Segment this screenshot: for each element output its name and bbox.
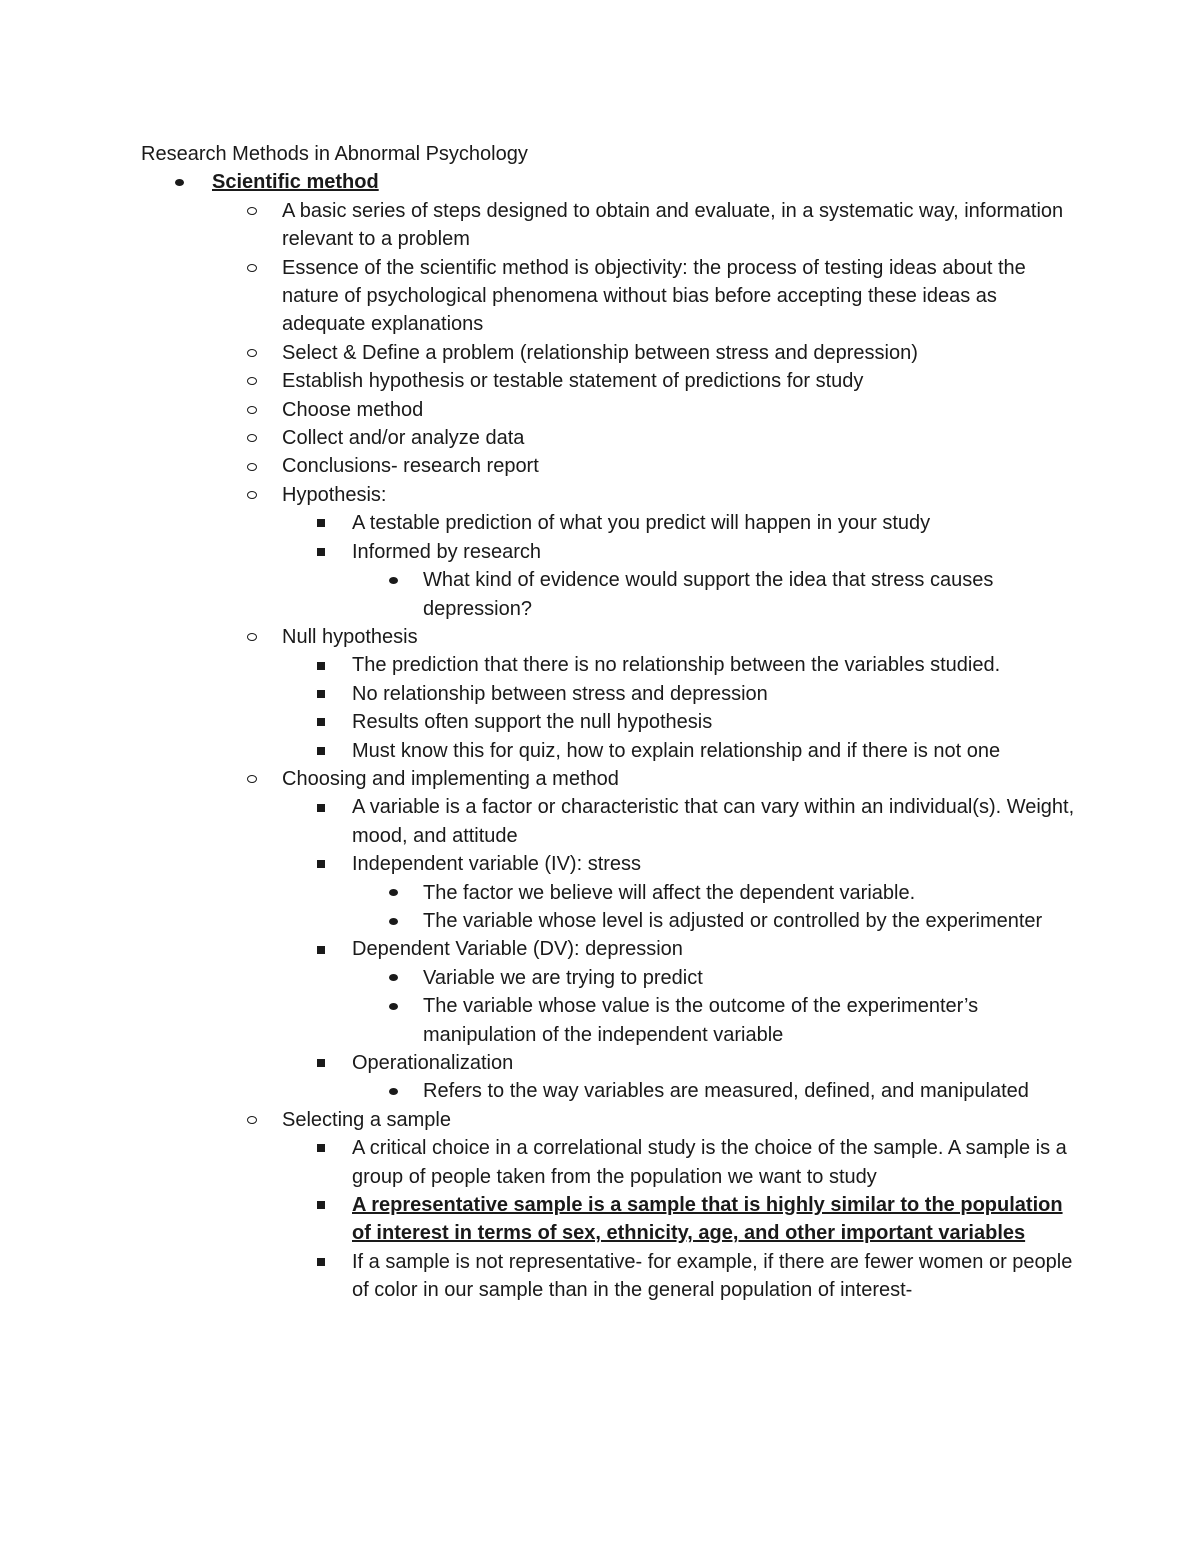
bullet-disc-icon [389,1077,398,1105]
list-item [141,793,1081,850]
bullet-circle-icon [247,339,257,367]
bullet-disc-icon [389,992,398,1020]
bullet-square-icon [317,793,325,821]
list-item [141,1248,1081,1305]
list-item-text: Hypothesis: [282,483,387,506]
list-item [141,481,1081,509]
list-item [141,964,1081,992]
list-item-text: A representative sample is a sample that is highly similar to the population of interest in terms of sex, ethnicity, age, and other important variables [352,1194,1063,1245]
list-item [141,168,1081,196]
bullet-square-icon [317,1049,325,1077]
bullet-circle-icon [247,452,257,480]
bullet-circle-icon [247,367,257,395]
list-item-text: Selecting a sample [282,1108,451,1131]
document-title: Research Methods in Abnormal Psychology [141,143,528,165]
list-item-text: Establish hypothesis or testable statement of predictions for study [282,370,864,393]
list-item [141,1191,1081,1248]
bullet-square-icon [317,708,325,736]
list-item-text: Essence of the scientific method is objectivity: the process of testing ideas about the nature of psychological phenomena without bias before accepting these ideas as adequate explanations [282,256,1026,336]
bullet-square-icon [317,651,325,679]
list-item-text: What kind of evidence would support the idea that stress causes depression? [423,569,994,620]
list-item-text: Choosing and implementing a method [282,767,619,790]
bullet-disc-icon [389,566,398,594]
list-item [141,1106,1081,1134]
list-item [141,680,1081,708]
list-item-text: Select & Define a problem (relationship between stress and depression) [282,341,918,364]
list-item [141,935,1081,963]
list-item [141,509,1081,537]
list-item [141,367,1081,395]
list-item-text: Conclusions- research report [282,455,539,478]
list-item-text: If a sample is not representative- for example, if there are fewer women or people of color in our sample than in the general population of interest- [352,1250,1073,1302]
list-item [141,424,1081,452]
list-item [141,566,1081,623]
list-item [141,452,1081,480]
list-item [141,396,1081,424]
list-item [141,1077,1081,1105]
bullet-square-icon [317,935,325,963]
list-item-text: Variable we are trying to predict [423,966,703,989]
bullet-square-icon [317,850,325,878]
bullet-disc-icon [175,168,184,196]
bullet-circle-icon [247,254,257,282]
list-item-text: Dependent Variable (DV): depression [352,938,683,961]
list-item-text: Choose method [282,398,424,421]
bullet-circle-icon [247,481,257,509]
bullet-circle-icon [247,396,257,424]
bullet-circle-icon [247,424,257,452]
bullet-circle-icon [247,765,257,793]
bullet-disc-icon [389,879,398,907]
list-item [141,254,1081,339]
list-item-text: A testable prediction of what you predict will happen in your study [352,512,931,535]
list-item [141,1134,1081,1191]
list-item [141,737,1081,765]
document-page [141,140,1081,1305]
list-item-text: A critical choice in a correlational study is the choice of the sample. A sample is a group of people taken from the population we want to study [352,1137,1067,1188]
bullet-square-icon [317,737,325,765]
list-item [141,197,1081,254]
list-item-text: The prediction that there is no relationship between the variables studied. [352,654,1001,677]
list-item [141,708,1081,736]
list-item [141,765,1081,793]
list-item-text: Operationalization [352,1052,514,1074]
list-item-text: Refers to the way variables are measured, defined, and manipulated [423,1080,1029,1103]
list-item-text: The variable whose level is adjusted or controlled by the experimenter [423,909,1043,932]
list-item [141,907,1081,935]
bullet-square-icon [317,509,325,537]
bullet-square-icon [317,680,325,708]
list-item [141,992,1081,1049]
bullet-square-icon [317,538,325,566]
list-item [141,339,1081,367]
list-item-text: Independent variable (IV): stress [352,853,642,876]
bullet-circle-icon [247,197,257,225]
list-item-text: Results often support the null hypothesis [352,711,713,734]
bullet-circle-icon [247,623,257,651]
list-item [141,850,1081,878]
bullet-square-icon [317,1134,325,1162]
list-item [141,623,1081,651]
list-item-text: Informed by research [352,540,541,563]
list-item [141,651,1081,679]
list-item-text: Null hypothesis [282,625,418,648]
bullet-square-icon [317,1248,325,1276]
list-item-text: A basic series of steps designed to obtain and evaluate, in a systematic way, information relevant to a problem [282,199,1064,251]
list-item-text: Must know this for quiz, how to explain relationship and if there is not one [352,739,1001,762]
list-item [141,538,1081,566]
list-item-text: The factor we believe will affect the dependent variable. [423,881,916,904]
list-item-text: A variable is a factor or characteristic that can vary within an individual(s). Weight, mood, and attitude [352,796,1075,847]
list-item-text: The variable whose value is the outcome of the experimenter’s manipulation of the independent variable [423,995,979,1046]
list-item [141,1049,1081,1077]
list-item-text: Collect and/or analyze data [282,427,525,450]
list-item-text: Scientific method [212,171,379,194]
list-item-text: No relationship between stress and depression [352,682,768,705]
bullet-disc-icon [389,964,398,992]
bullet-square-icon [317,1191,325,1219]
list-item [141,879,1081,907]
bullet-disc-icon [389,907,398,935]
bullet-circle-icon [247,1106,257,1134]
